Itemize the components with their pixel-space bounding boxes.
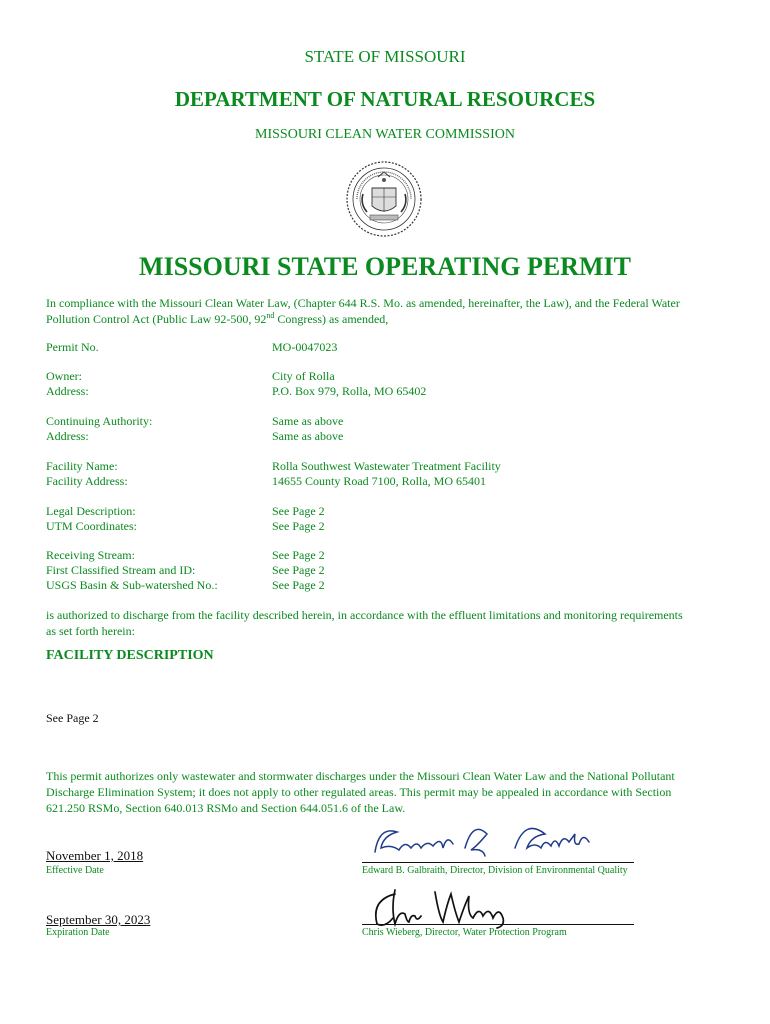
field-label: UTM Coordinates: (46, 519, 137, 533)
state-heading: STATE OF MISSOURI (304, 47, 466, 66)
field-label: Address: (46, 384, 89, 398)
effective-date-caption: Effective Date (46, 865, 104, 876)
signature-line-1 (362, 862, 634, 863)
intro-paragraph (46, 295, 726, 327)
field-label: Facility Address: (46, 474, 128, 488)
field-value: 14655 County Road 7100, Rolla, MO 65401 (272, 474, 487, 488)
field-label: Facility Name: (46, 459, 118, 473)
intro-line-2: Pollution Control Act (Public Law 92-500, 92nd Congress) as amended, (46, 311, 389, 326)
field-label: USGS Basin & Sub-watershed No.: (46, 578, 218, 592)
expiration-date: September 30, 2023 (46, 912, 151, 927)
field-value: City of Rolla (272, 369, 335, 383)
galbraith-signature (365, 818, 635, 864)
notice-line-3: 621.250 RSMo, Section 640.013 RSMo and Section 644.051.6 of the Law. (46, 801, 406, 815)
department-heading: DEPARTMENT OF NATURAL RESOURCES (174, 87, 596, 111)
permit-notice (46, 768, 726, 816)
field-label: Continuing Authority: (46, 414, 153, 428)
effective-date: November 1, 2018 (46, 848, 144, 863)
field-label: Owner: (46, 369, 82, 383)
commission-heading: MISSOURI CLEAN WATER COMMISSION (255, 127, 515, 142)
authorization-line-1: is authorized to discharge from the facility described herein, in accordance with the effluent limitations and monitoring requirements (46, 608, 683, 622)
field-label: Legal Description: (46, 504, 136, 518)
field-label: Receiving Stream: (46, 548, 135, 562)
field-value: See Page 2 (272, 504, 325, 518)
authorization-paragraph (46, 607, 726, 639)
field-value: See Page 2 (272, 578, 325, 592)
signer2-caption: Chris Wieberg, Director, Water Protection Program (362, 927, 567, 938)
field-value: See Page 2 (272, 519, 325, 533)
facility-description-body: See Page 2 (46, 711, 99, 725)
field-value: Rolla Southwest Wastewater Treatment Facility (272, 459, 501, 473)
field-value: P.O. Box 979, Rolla, MO 65402 (272, 384, 427, 398)
field-value: See Page 2 (272, 563, 325, 577)
field-value: MO-0047023 (272, 340, 338, 354)
facility-description-heading: FACILITY DESCRIPTION (46, 648, 214, 663)
field-value: See Page 2 (272, 548, 325, 562)
notice-line-1: This permit authorizes only wastewater and stormwater discharges under the Missouri Clean Water Law and the National Pollutant (46, 769, 675, 783)
notice-line-2: Discharge Elimination System; it does not apply to other regulated areas. This permit may be appealed in accordance with Section (46, 785, 672, 799)
field-label: First Classified Stream and ID: (46, 563, 196, 577)
signer1-caption: Edward B. Galbraith, Director, Division of Environmental Quality (362, 865, 628, 876)
permit-title: MISSOURI STATE OPERATING PERMIT (139, 252, 631, 281)
field-label: Address: (46, 429, 89, 443)
state-seal-icon (345, 160, 423, 238)
authorization-line-2: as set forth herein: (46, 624, 135, 638)
signature-line-2 (362, 924, 634, 925)
field-value: Same as above (272, 414, 344, 428)
field-value: Same as above (272, 429, 344, 443)
expiration-date-caption: Expiration Date (46, 927, 110, 938)
field-label: Permit No. (46, 340, 99, 354)
intro-line-1: In compliance with the Missouri Clean Water Law, (Chapter 644 R.S. Mo. as amended, hereinafter, the Law), and the Federal Water (46, 296, 680, 310)
